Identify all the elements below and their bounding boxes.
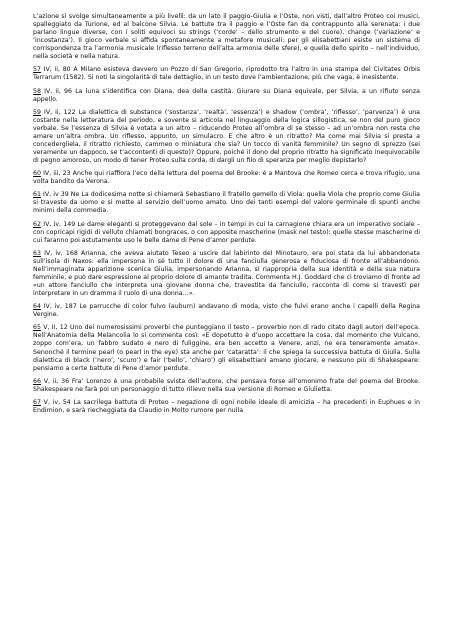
footnote-text: IV, iv, 149 Le dame eleganti si proteggevano dal sole – in tempi in cui la carnagione chiara era un imperativo sociale – con copricapi rigidi di velluto chiamati bongraces, o con apposite mascherine (mask nel testo): quelle stesse mascherine di cui faranno poi astutamente uso le belle dame di Pene d’amor perdute. bbox=[33, 220, 420, 244]
footnote-58 bbox=[33, 88, 420, 104]
footnote-61 bbox=[33, 191, 420, 215]
footnote-text: V, II, 12 Uno dei numerosissimi proverbi che punteggiano il testo – proverbio non di rado citato dagli autori dell’epoca. Nell’Anatomia della Melancolia lo si commenta così: «E dopotutto è d’uopo accettare la cosa, dal momento che Vulcano, zoppo com’era, un fabbro sudato e nero di fuliggine, era ben accetto a Venere, anzi, ne era teneramente amato». Senonché il termine pearl (o pearl in the eye) sta anche per ‘cataratta’: il che spiega la successiva battuta di Giulia. Sulla dialettica di black (‘nero’, ‘scuro’) e fair (‘bello’, ‘chiaro’) gli elisabettiani amano giocare, e nessuno più di Shakespeare: pensiamo a certe battute di Pene d’amor perdute. bbox=[33, 324, 420, 372]
footnote-number: 62 bbox=[33, 220, 41, 228]
footnote-text: IV, ii, 122 La dialettica di substance (‘sostanza’, ‘realtà’, ‘essenza’) e shadow (‘ombra’, ‘riflesso’, ‘parvenza’) è una costante nella letteratura del periodo, e sovente si articola nel linguaggio della logica sillogistica, se non del puro gioco verbale. Se l’essenza di Silvia è votata a un altro – riducendo Proteo all’ombra di se stesso – ad un’ombra non resta che amare un’altra ombra. Un riflesso, appunto, un simulacro. E che altro è un ritratto? Ma come mai Silvia si presta a concedergliela, il ritratto richiesto, cammeo o miniatura che sia? Un tocco di vanità femminile? Un segno di sprezzo (sei veramente un dappoco, se t’accontenti di questo)? Oppure, poiché il dono del proprio ritratto ha significato inequivocabile di pegno amoroso, un modo di tener Proteo sulla corda, di dargli un filo di speranza per meglio depistarlo? bbox=[33, 108, 420, 165]
footnote-57 bbox=[33, 66, 420, 82]
footnote-number: 67 bbox=[33, 398, 41, 406]
footnote-number: 63 bbox=[33, 249, 41, 257]
footnote-number: 64 bbox=[33, 303, 41, 311]
footnote-number: 57 bbox=[33, 66, 41, 74]
footnote-number: 66 bbox=[33, 377, 41, 385]
footnote-text: IV, iv 39 Ne La dodicesima notte si chiamerà Sebastiano il fratello gemello di Viola: quella Viola che proprio come Giulia si traveste da uomo e si mette al servizio dell’uomo amato. Uno dei tanti esempi del valore germinale di spunti anche minimi della commedia. bbox=[33, 191, 420, 215]
footnote-number: 61 bbox=[33, 191, 41, 199]
footnote-63 bbox=[33, 250, 420, 298]
footnote-number: 58 bbox=[33, 87, 41, 95]
footnote-number: 60 bbox=[33, 170, 41, 178]
footnote-text: V, iv, 54 La sacrilega battuta di Proteo – negazione di ogni nobile ideale di amicizia – ha precedenti in Euphues e in Endimion, e sarà riecheggiata da Claudio in Molto rumore per nulla bbox=[33, 398, 420, 414]
footnote-text: IV, iii, 23 Anche qui riaffiora l’eco della lettura del poema del Brooke: è a Mantova che Romeo cerca e trova rifugio, una volta bandito da Verona. bbox=[33, 170, 420, 186]
document-page bbox=[33, 13, 420, 415]
footnote-text: IV, iv, 168 Arianna, che aveva aiutato Teseo a uscire dal labirinto del Minotauro, era poi stata da lui abbandonata sull’isola di Naxos: ella impersona in sé tutto il dolore di una fanciulla generosa e fiduciosa di fronte all’abbandono. Nell’immaginata apparizione scenica Giulia, impersonando Arianna, si riappropria della sua identità e della sua natura femminile, e può dare espressione al proprio dolore di amante tradita. Commenta H.J. Goddard che ci troviamo di fronte ad «un attore fanciullo che interpreta una giovane donna che, travestita da fanciullo, racconta di come si travestì per interpretare in un dramma il ruolo di una donna…». bbox=[33, 249, 420, 298]
footnote-text: IV, iv, 187 Le parrucche di color fulvo (auburn) andavano di moda, visto che fulvi erano anche i capelli della Regina Vergine. bbox=[33, 303, 420, 319]
footnote-65 bbox=[33, 324, 420, 372]
footnote-60 bbox=[33, 170, 420, 186]
footnote-59 bbox=[33, 109, 420, 165]
footnote-text: V, ii, 36 Fra’ Lorenzo è una probabile svista dell’autore, che pensava forse all’omonimo frate del poema del Brooke. Shakespeare ne farà poi un personaggio di tutto rilievo nella sua versione di Romeo e Giulietta. bbox=[33, 377, 420, 393]
footnote-64 bbox=[33, 303, 420, 319]
footnote-67 bbox=[33, 399, 420, 415]
footnote-66 bbox=[33, 378, 420, 394]
footnote-number: 65 bbox=[33, 324, 41, 332]
footnote-text: IV, ii, 96 La luna s’identifica con Diana, dea della castità. Giurare su Diana equivale, per Silvia, a un rifiuto senza appello. bbox=[33, 87, 420, 103]
footnote-62 bbox=[33, 221, 420, 245]
footnote-text: IV, ii, 80 A Milano esisteva davvero un Pozzo di San Gregorio, riprodotto tra l’altro in una stampa del Civitates Orbis Terrarum (1582). Si noti la singolarità di tale dettaglio, in un testo dove l’ambientazione, più che vaga, è inesistente. bbox=[33, 66, 420, 82]
footnote-number: 59 bbox=[33, 108, 41, 116]
intro-paragraph: L’azione si svolge simultaneamente a più livelli: da un lato il paggio-Giulia e l’Oste, non visti, dall’altro Proteo coi musici, spalleggiato da Turione, ed al balcone Silvia. Le battute tra il paggio e l’Oste fan da contrappunto alla serenata: i due parlano lingue diverse, con i soliti equivoci su strings (‘corde’ – dello strumento e del cuore), change (‘variazione’ e ‘incostanza’). Il gioco verbale si affida spontaneamente a metafore musicali: per gli elisabettiani esiste un sistema di corrispondenza tra l’armonia musicale (riflesso terreno dell’alta armonia delle sfere), e quella dello spirito – nell’individuo, nella società e nella natura. bbox=[33, 13, 420, 61]
